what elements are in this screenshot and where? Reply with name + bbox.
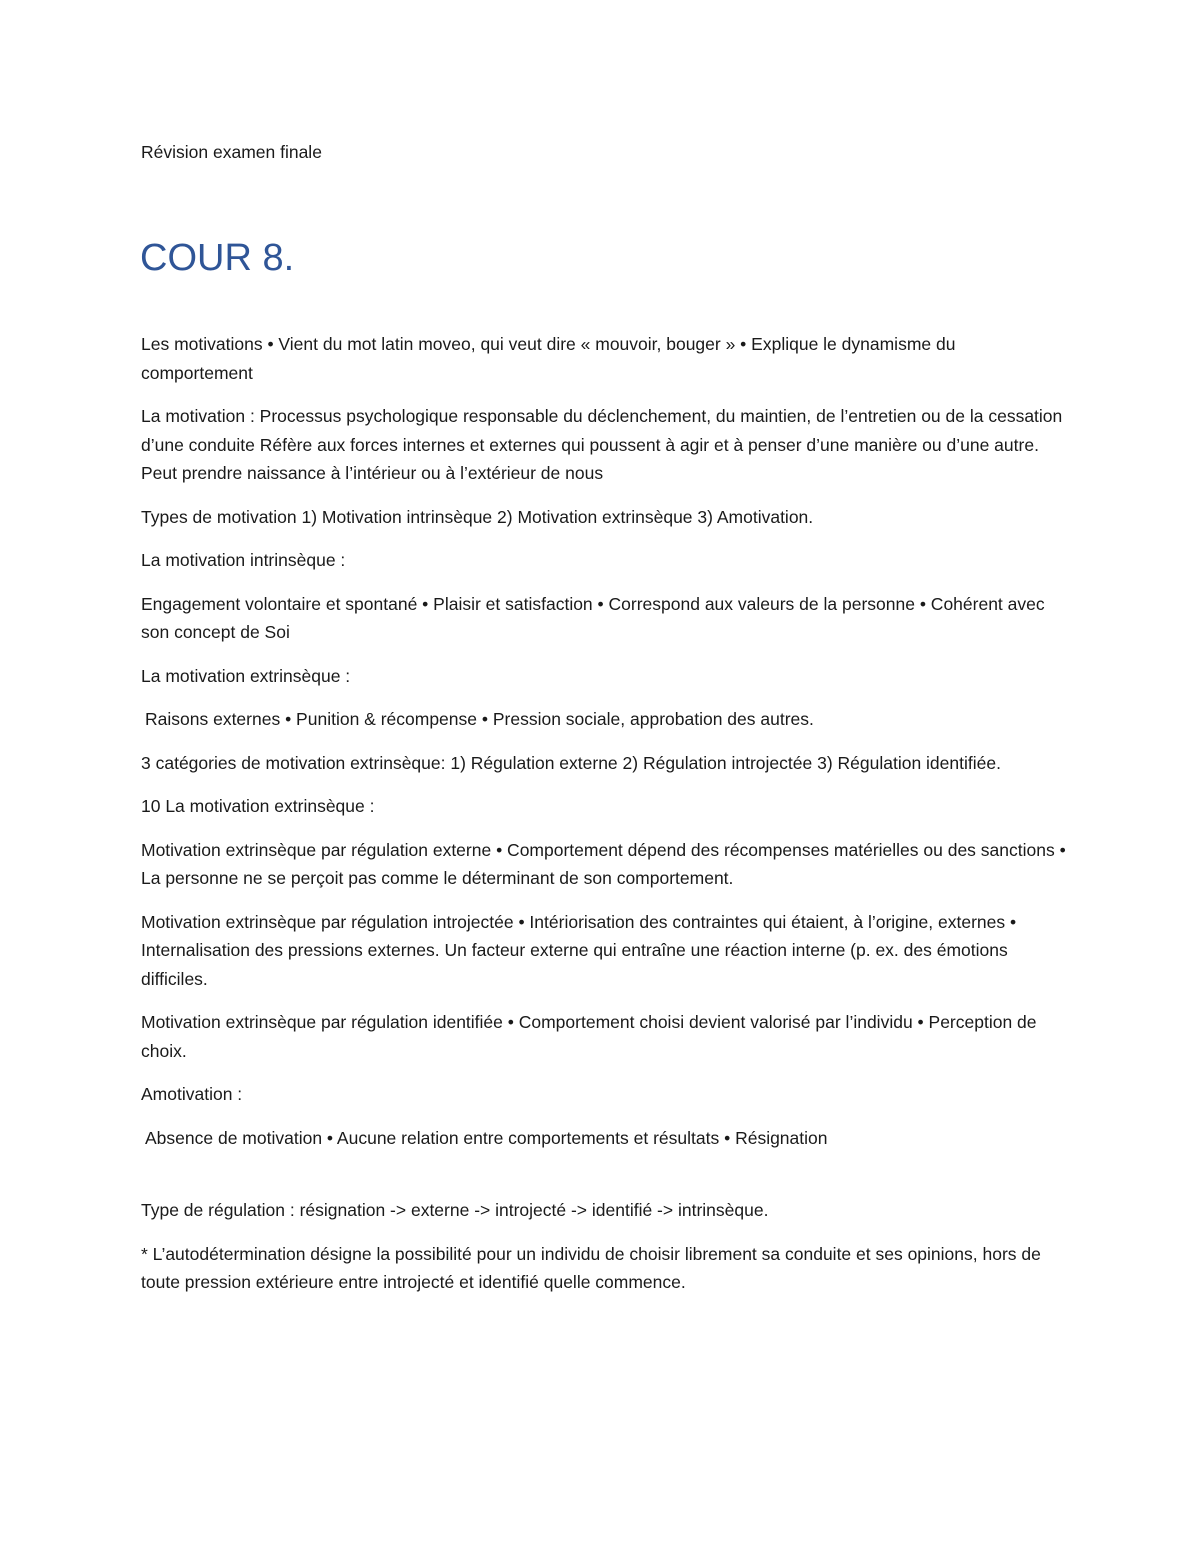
paragraph-intrinseque-title: La motivation intrinsèque :: [141, 550, 346, 570]
section-heading: COUR 8.: [140, 237, 295, 279]
paragraph-intrinseque-details: Engagement volontaire et spontané • Plaisir et satisfaction • Correspond aux valeurs de la personne • Cohérent avec son concept de Soi: [141, 593, 1045, 642]
paragraph-extrinseque-title-10: 10 La motivation extrinsèque :: [141, 796, 375, 816]
paragraph-regulation-introjectee: Motivation extrinsèque par régulation introjectée • Intériorisation des contraintes qui étaient, à l’origine, externes • Internalisation des pressions externes. Un facteur externe qui entraîne une réaction interne (p. ex. des émotions difficiles.: [141, 911, 1017, 989]
paragraph-extrinseque-details: Raisons externes • Punition & récompense • Pression sociale, approbation des autres.: [145, 709, 814, 729]
paragraph-regulation-externe: Motivation extrinsèque par régulation externe • Comportement dépend des récompenses matérielles ou des sanctions • La personne ne se perçoit pas comme le déterminant de son comportement.: [141, 839, 1066, 888]
document-body: [141, 330, 1066, 1312]
paragraph-types-motivation: Types de motivation 1) Motivation intrinsèque 2) Motivation extrinsèque 3) Amotivation.: [141, 506, 814, 527]
paragraph-amotivation-title: Amotivation :: [141, 1084, 243, 1104]
paragraph-motivations-intro: Les motivations • Vient du mot latin moveo, qui veut dire « mouvoir, bouger » • Explique le dynamisme du comportement: [141, 334, 956, 383]
paragraph-categories: 3 catégories de motivation extrinsèque: 1) Régulation externe 2) Régulation introjectée 3) Régulation identifiée.: [141, 752, 1001, 773]
paragraph-amotivation-details: Absence de motivation • Aucune relation entre comportements et résultats • Résignation: [145, 1127, 828, 1148]
paragraph-regulation-identifiee: Motivation extrinsèque par régulation identifiée • Comportement choisi devient valorisé par l’individu • Perception de choix.: [141, 1012, 1037, 1061]
document-subtitle: Révision examen finale: [141, 142, 322, 162]
paragraph-extrinseque-title: La motivation extrinsèque :: [141, 665, 351, 686]
paragraph-type-regulation: Type de régulation : résignation -> externe -> introjecté -> identifié -> intrinsèque.: [141, 1200, 769, 1220]
paragraph-autodetermination: * L’autodétermination désigne la possibilité pour un individu de choisir librement sa conduite et ses opinions, hors de toute pression extérieure entre introjecté et identifié quelle commence.: [141, 1243, 1041, 1292]
paragraph-motivation-definition: La motivation : Processus psychologique responsable du déclenchement, du maintien, de l’entretien ou de la cessation d’une conduite Réfère aux forces internes et externes qui poussent à agir et à penser d’une manière ou d’une autre. Peut prendre naissance à l’intérieur ou à l’extérieur de nous: [141, 406, 1063, 483]
